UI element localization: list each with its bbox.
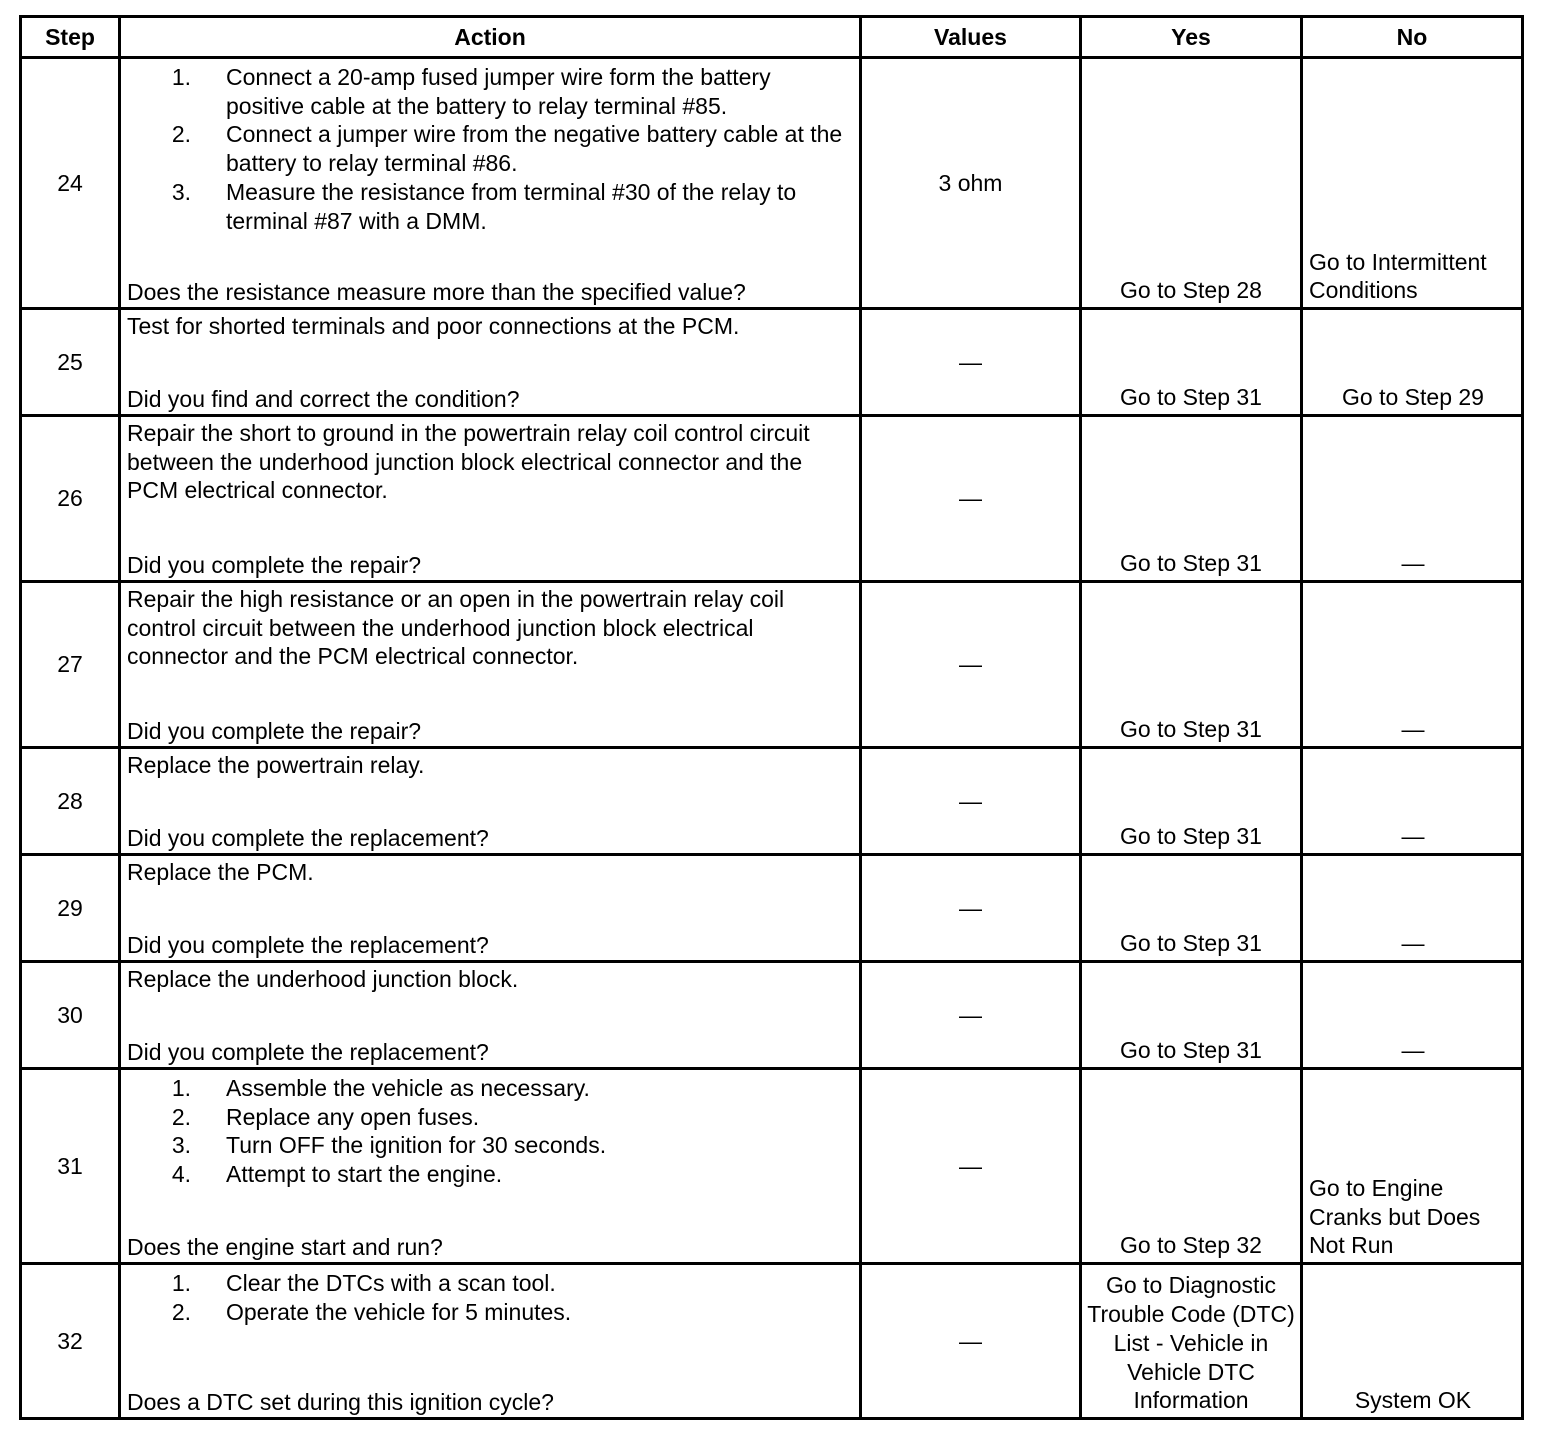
list-item: [127, 1074, 849, 1103]
action-cell: [120, 416, 861, 582]
action-question: Does the resistance measure more than the specified value?: [127, 279, 746, 306]
yes-result: Go to Step 31: [1120, 823, 1262, 850]
header-values: Values: [861, 17, 1081, 58]
yes-cell: [1081, 58, 1302, 309]
action-question: Did you complete the replacement?: [127, 932, 489, 959]
list-item-number: 2.: [171, 1103, 191, 1130]
no-cell: [1302, 855, 1523, 962]
yes-result: Go to Step 31: [1120, 930, 1262, 957]
step-number: 32: [21, 1264, 120, 1419]
action-question: Does a DTC set during this ignition cycle?: [127, 1389, 554, 1416]
action-cell: [120, 309, 861, 416]
value-cell: —: [861, 748, 1081, 855]
step-number: 24: [21, 58, 120, 309]
yes-cell: [1081, 1264, 1302, 1419]
yes-cell: [1081, 582, 1302, 748]
step-number: 28: [21, 748, 120, 855]
action-instruction: Repair the short to ground in the powertrain relay coil control circuit between the underhood junction block electrical connector and the PCM electrical connector.: [127, 420, 810, 504]
table-row: [21, 855, 1523, 962]
action-question: Did you complete the replacement?: [127, 1039, 489, 1066]
header-yes: Yes: [1081, 17, 1302, 58]
yes-cell: [1081, 309, 1302, 416]
yes-cell: [1081, 1069, 1302, 1264]
no-cell: [1302, 962, 1523, 1069]
step-number: 30: [21, 962, 120, 1069]
yes-cell: [1081, 748, 1302, 855]
step-number: 27: [21, 582, 120, 748]
no-cell: [1302, 58, 1523, 309]
list-item-text: Operate the vehicle for 5 minutes.: [226, 1298, 572, 1325]
no-result: —: [1401, 823, 1425, 850]
action-question: Did you find and correct the condition?: [127, 386, 520, 413]
yes-result: Go to Step 31: [1120, 716, 1262, 743]
list-item-text: Connect a jumper wire from the negative battery cable at the battery to relay terminal #86.: [226, 121, 843, 177]
list-item: [127, 1103, 849, 1132]
header-action: Action: [120, 17, 861, 58]
action-instruction: Replace the powertrain relay.: [127, 752, 425, 778]
yes-cell: [1081, 962, 1302, 1069]
no-cell: [1302, 582, 1523, 748]
no-result: Go to Step 29: [1342, 384, 1484, 411]
table-row: [21, 1264, 1523, 1419]
step-number: 25: [21, 309, 120, 416]
no-cell: [1302, 1264, 1523, 1419]
no-result: Go to Intermittent Conditions: [1309, 248, 1487, 304]
no-result: System OK: [1354, 1387, 1472, 1414]
list-item-text: Turn OFF the ignition for 30 seconds.: [226, 1132, 607, 1159]
action-instruction: Repair the high resistance or an open in the powertrain relay coil control circuit between the underhood junction block electrical connector and the PCM electrical connector.: [127, 586, 785, 670]
value-cell: —: [861, 962, 1081, 1069]
no-result: —: [1401, 1037, 1425, 1064]
list-item-text: Measure the resistance from terminal #30 of the relay to terminal #87 with a DMM.: [226, 178, 797, 234]
yes-result: Go to Step 31: [1120, 1037, 1262, 1064]
list-item-text: Replace any open fuses.: [226, 1103, 480, 1130]
list-item-number: 3.: [171, 1132, 191, 1159]
step-number: 29: [21, 855, 120, 962]
list-item: [127, 1269, 849, 1298]
action-cell: [120, 582, 861, 748]
action-instruction: Replace the PCM.: [127, 859, 314, 885]
table-row: [21, 748, 1523, 855]
value-cell: —: [861, 1069, 1081, 1264]
list-item-number: 1.: [171, 64, 191, 90]
value-cell: —: [861, 1264, 1081, 1419]
no-result: —: [1401, 550, 1425, 577]
action-question: Did you complete the replacement?: [127, 825, 489, 852]
action-steps-list: [127, 1074, 849, 1189]
yes-result: Go to Step 28: [1120, 277, 1262, 304]
action-question: Does the engine start and run?: [127, 1234, 443, 1261]
no-result: Go to Engine Cranks but Does Not Run: [1309, 1174, 1481, 1259]
action-question: Did you complete the repair?: [127, 718, 422, 745]
yes-result: Go to Step 31: [1120, 384, 1262, 411]
value-cell: —: [861, 855, 1081, 962]
table-row: [21, 58, 1523, 309]
list-item-number: 4.: [171, 1161, 191, 1188]
yes-cell: [1081, 855, 1302, 962]
no-cell: [1302, 309, 1523, 416]
list-item-text: Clear the DTCs with a scan tool.: [226, 1270, 556, 1296]
list-item: [127, 120, 849, 177]
no-cell: [1302, 1069, 1523, 1264]
action-instruction: Replace the underhood junction block.: [127, 966, 519, 992]
list-item: [127, 63, 849, 120]
value-cell: —: [861, 582, 1081, 748]
list-item: [127, 178, 849, 235]
list-item-number: 2.: [171, 121, 191, 148]
action-cell: [120, 58, 861, 309]
step-number: 31: [21, 1069, 120, 1264]
table-row: [21, 962, 1523, 1069]
value-cell: 3 ohm: [861, 58, 1081, 309]
step-number: 26: [21, 416, 120, 582]
action-cell: [120, 855, 861, 962]
no-result: —: [1401, 930, 1425, 957]
value-cell: —: [861, 416, 1081, 582]
action-question: Did you complete the repair?: [127, 552, 422, 579]
table-row: [21, 416, 1523, 582]
list-item-number: 2.: [171, 1298, 191, 1325]
header-no: No: [1302, 17, 1523, 58]
table-row: [21, 1069, 1523, 1264]
table-row: [21, 309, 1523, 416]
list-item-text: Assemble the vehicle as necessary.: [226, 1075, 590, 1101]
header-row: [21, 17, 1523, 58]
no-cell: [1302, 416, 1523, 582]
yes-result: Go to Step 32: [1120, 1232, 1262, 1259]
yes-cell: [1081, 416, 1302, 582]
list-item-number: 1.: [171, 1270, 191, 1296]
list-item: [127, 1298, 849, 1327]
action-cell: [120, 1264, 861, 1419]
list-item: [127, 1160, 849, 1189]
action-cell: [120, 748, 861, 855]
table-row: [21, 582, 1523, 748]
yes-result: Go to Diagnostic Trouble Code (DTC) List - Vehicle in Vehicle DTC Information: [1087, 1272, 1295, 1414]
no-cell: [1302, 748, 1523, 855]
action-steps-list: [127, 1269, 849, 1326]
value-cell: —: [861, 309, 1081, 416]
list-item-text: Attempt to start the engine.: [226, 1161, 503, 1188]
no-result: —: [1401, 716, 1425, 743]
list-item-number: 3.: [171, 178, 191, 205]
list-item: [127, 1131, 849, 1160]
diagnostic-table: [19, 15, 1524, 1420]
list-item-number: 1.: [171, 1075, 191, 1101]
yes-result: Go to Step 31: [1120, 550, 1262, 577]
header-step: Step: [21, 17, 120, 58]
list-item-text: Connect a 20-amp fused jumper wire form the battery positive cable at the battery to relay terminal #85.: [226, 64, 771, 119]
action-instruction: Test for shorted terminals and poor connections at the PCM.: [127, 313, 740, 339]
action-cell: [120, 1069, 861, 1264]
action-cell: [120, 962, 861, 1069]
action-steps-list: [127, 63, 849, 235]
